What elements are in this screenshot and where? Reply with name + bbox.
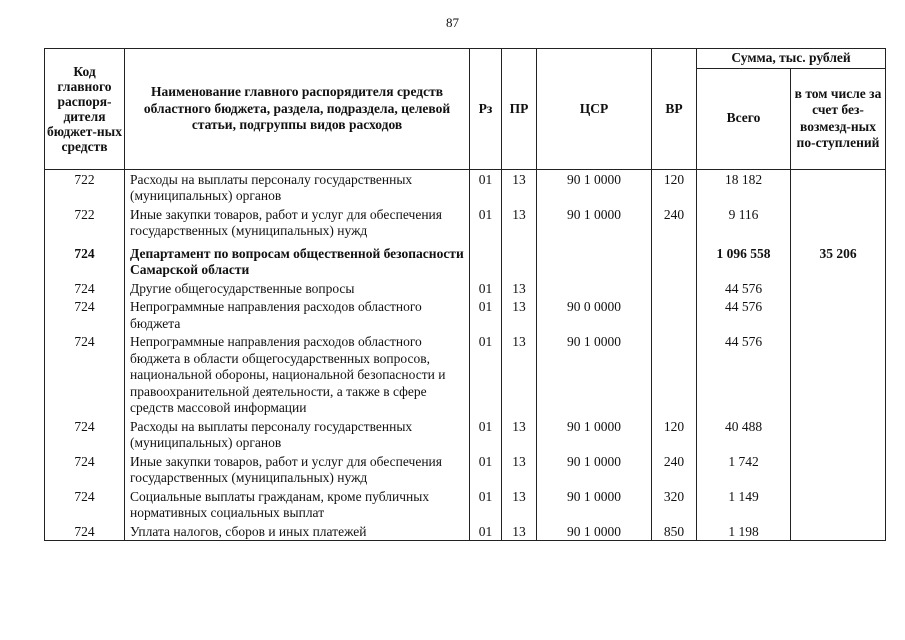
cell-code: 724 [45,487,125,522]
cell-code: 724 [45,332,125,417]
header-code: Код главного распоря-дителя бюджет-ных средств [45,49,125,170]
cell-vr [652,332,697,417]
cell-total: 1 742 [697,452,791,487]
cell-gratuitous [791,297,886,332]
header-name: Наименование главного распорядителя средств областного бюджета, раздела, подраздела, целевой статьи, подгруппы видов расходов [125,49,470,170]
cell-csr: 90 1 0000 [537,417,652,452]
cell-pr: 13 [502,417,537,452]
table-row [45,169,886,205]
cell-name: Расходы на выплаты персоналу государственных (муниципальных) органов [125,417,470,452]
cell-rz: 01 [470,417,502,452]
cell-pr: 13 [502,522,537,541]
cell-name: Другие общегосударственные вопросы [125,279,470,298]
cell-csr: 90 0 0000 [537,297,652,332]
cell-code: 724 [45,240,125,279]
cell-gratuitous [791,169,886,205]
cell-code: 724 [45,279,125,298]
table-row [45,205,886,240]
cell-vr: 240 [652,452,697,487]
cell-csr: 90 1 0000 [537,452,652,487]
cell-csr [537,279,652,298]
table-row [45,240,886,279]
cell-gratuitous [791,452,886,487]
cell-rz: 01 [470,205,502,240]
table-row [45,452,886,487]
cell-total: 40 488 [697,417,791,452]
cell-pr: 13 [502,279,537,298]
cell-vr: 320 [652,487,697,522]
cell-gratuitous [791,205,886,240]
cell-pr: 13 [502,297,537,332]
cell-pr: 13 [502,169,537,205]
cell-csr: 90 1 0000 [537,205,652,240]
cell-name: Иные закупки товаров, работ и услуг для обеспечения государственных (муниципальных) нужд [125,452,470,487]
cell-gratuitous [791,522,886,541]
cell-gratuitous [791,332,886,417]
cell-code: 724 [45,452,125,487]
cell-name: Департамент по вопросам общественной безопасности Самарской области [125,240,470,279]
cell-total: 9 116 [697,205,791,240]
cell-rz: 01 [470,452,502,487]
cell-pr: 13 [502,452,537,487]
cell-gratuitous [791,487,886,522]
cell-name: Социальные выплаты гражданам, кроме публичных нормативных социальных выплат [125,487,470,522]
cell-total: 44 576 [697,279,791,298]
cell-vr [652,279,697,298]
cell-name: Уплата налогов, сборов и иных платежей [125,522,470,541]
cell-vr [652,240,697,279]
cell-pr: 13 [502,332,537,417]
cell-gratuitous [791,279,886,298]
table-row [45,297,886,332]
cell-code: 724 [45,417,125,452]
cell-name: Непрограммные направления расходов областного бюджета в области общегосударственных вопросов, национальной обороны, национальной безопасности и правоохранительной деятельности, а также в сфере средств массовой информации [125,332,470,417]
cell-total: 44 576 [697,332,791,417]
header-sum-group: Сумма, тыс. рублей [697,49,886,69]
header-csr: ЦСР [537,49,652,170]
cell-code: 722 [45,205,125,240]
cell-rz: 01 [470,332,502,417]
header-total: Всего [697,68,791,169]
cell-csr: 90 1 0000 [537,487,652,522]
cell-total: 1 096 558 [697,240,791,279]
cell-pr: 13 [502,487,537,522]
cell-code: 724 [45,297,125,332]
table-row [45,487,886,522]
cell-gratuitous [791,417,886,452]
cell-name: Иные закупки товаров, работ и услуг для обеспечения государственных (муниципальных) нужд [125,205,470,240]
cell-total: 18 182 [697,169,791,205]
cell-rz: 01 [470,297,502,332]
cell-name: Непрограммные направления расходов областного бюджета [125,297,470,332]
header-row [45,49,886,69]
header-vr: ВР [652,49,697,170]
cell-vr: 120 [652,169,697,205]
table-row [45,522,886,541]
cell-total: 44 576 [697,297,791,332]
header-rz: Рз [470,49,502,170]
header-pr: ПР [502,49,537,170]
cell-vr: 240 [652,205,697,240]
cell-csr: 90 1 0000 [537,169,652,205]
cell-code: 722 [45,169,125,205]
budget-table [44,48,886,541]
cell-vr [652,297,697,332]
table-body [45,169,886,541]
cell-pr [502,240,537,279]
table-row [45,417,886,452]
cell-csr [537,240,652,279]
cell-name: Расходы на выплаты персоналу государственных (муниципальных) органов [125,169,470,205]
header-gratuitous: в том числе за счет без-возмезд-ных по-ступлений [791,68,886,169]
cell-csr: 90 1 0000 [537,332,652,417]
cell-gratuitous: 35 206 [791,240,886,279]
table-row [45,279,886,298]
table-row [45,332,886,417]
cell-rz: 01 [470,522,502,541]
cell-vr: 120 [652,417,697,452]
cell-total: 1 149 [697,487,791,522]
cell-rz: 01 [470,169,502,205]
cell-pr: 13 [502,205,537,240]
cell-vr: 850 [652,522,697,541]
cell-csr: 90 1 0000 [537,522,652,541]
cell-rz [470,240,502,279]
cell-rz: 01 [470,279,502,298]
page-number: 87 [446,15,459,30]
cell-code: 724 [45,522,125,541]
cell-total: 1 198 [697,522,791,541]
cell-rz: 01 [470,487,502,522]
